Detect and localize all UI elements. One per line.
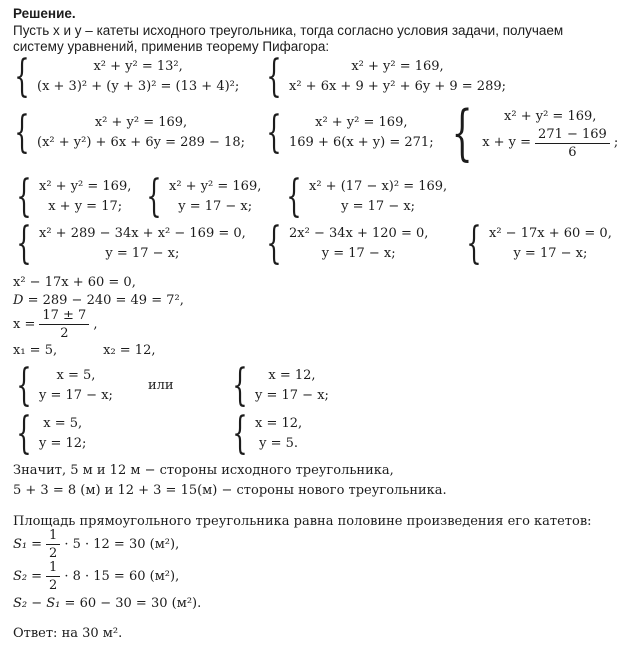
system-brace: { [146, 171, 162, 222]
area-s2-line [13, 560, 179, 593]
quadratic-equation: x² − 17x + 60 = 0, [13, 275, 136, 290]
fraction-suffix: ; [613, 135, 618, 150]
equation-system-r2a [8, 107, 245, 158]
root-1-value: x₁ = 5, [13, 343, 58, 358]
system-brace: { [451, 98, 473, 168]
equation-line: x² + y² = 169, [504, 108, 597, 124]
equation-line: y = 12; [39, 436, 87, 451]
intro-text-line-2: систему уравнений, применив теорему Пифагора: [13, 39, 330, 54]
area-intro-text: Площадь прямоугольного треугольника равна половине произведения его катетов: [13, 514, 592, 529]
fraction-numerator: 271 − 169 [535, 127, 610, 144]
equation-system-r6b [226, 408, 303, 459]
area-s2-result: · 8 · 15 = 60 (м²), [64, 568, 180, 584]
equation-system-r1a [8, 51, 240, 102]
solution-title: Решение. [13, 6, 76, 21]
answer-text: Ответ: на 30 м². [13, 626, 123, 641]
equation-line: x² + y² = 13², [93, 59, 183, 74]
fraction-denominator: 2 [49, 546, 58, 561]
system-brace: { [266, 218, 282, 269]
fraction [46, 528, 60, 561]
system-brace: { [14, 107, 30, 158]
fraction [535, 127, 610, 160]
equation-system-r2b [260, 107, 434, 158]
fraction-prefix: x + y = [482, 135, 532, 150]
area-difference-variables: S₂ − S₁ [13, 596, 61, 611]
equation-line: y = 17 − x; [178, 199, 253, 214]
equation-line: x = 12, [255, 416, 303, 431]
area-s1-line [13, 528, 179, 561]
fraction-denominator: 2 [60, 326, 69, 341]
fraction [39, 308, 89, 341]
equation-line: x² + 6x + 9 + y² + 6y + 9 = 289; [289, 79, 506, 94]
equation-line: x² − 17x + 60 = 0, [489, 226, 612, 241]
equation-line: y = 17 − x; [321, 246, 396, 261]
intro-text-line-1: Пусть x и y – катеты исходного треугольника, тогда согласно условия задачи, получаем [13, 23, 564, 38]
fraction [46, 560, 60, 593]
equation-line: y = 5. [259, 436, 299, 451]
equation-system-r5a [10, 360, 113, 411]
system-brace: { [16, 408, 32, 459]
system-brace: { [266, 51, 282, 102]
system-brace: { [232, 360, 248, 411]
area-difference-line [13, 594, 201, 614]
discriminant-variable: D [13, 293, 24, 308]
equation-line: x² + y² = 169, [169, 179, 262, 194]
conclusion-line-1: Значит, 5 м и 12 м − стороны исходного треугольника, [13, 463, 394, 478]
roots-formula-prefix: x = [13, 316, 36, 332]
equation-system-r4a [10, 218, 246, 269]
equals-sign: = [31, 536, 43, 552]
discriminant-value: = 289 − 240 = 49 = 7², [23, 293, 184, 308]
equation-line: y = 17 − x; [255, 388, 329, 403]
equation-line: (x² + y²) + 6x + 6y = 289 − 18; [37, 135, 245, 150]
equation-system-r5b [226, 360, 329, 411]
equation-line: 169 + 6(x + y) = 271; [289, 135, 434, 150]
equation-line: x = 5, [43, 416, 83, 431]
equation-system-r3b [140, 171, 262, 222]
equation-line: x² + y² = 169, [94, 115, 188, 130]
equation-line-with-fraction [482, 127, 618, 160]
or-label: или [148, 378, 174, 393]
equation-system-r4b [260, 218, 429, 269]
equation-line: y = 17 − x; [105, 246, 180, 261]
equation-line: y = 17 − x; [513, 246, 588, 261]
equation-line: x² + 289 − 34x + x² − 169 = 0, [39, 226, 246, 241]
equation-line: y = 17 − x; [341, 199, 416, 214]
equation-line: x + y = 17; [48, 199, 123, 214]
system-brace: { [266, 107, 282, 158]
roots-formula-suffix: , [93, 316, 98, 332]
equation-line: x² + (17 − x)² = 169, [309, 179, 448, 194]
fraction-denominator: 6 [568, 144, 577, 160]
fraction-numerator: 1 [46, 528, 60, 545]
equation-line: x = 12, [268, 368, 316, 383]
fraction-numerator: 17 ± 7 [39, 308, 89, 325]
system-brace: { [14, 51, 30, 102]
fraction-denominator: 2 [49, 578, 58, 593]
system-brace: { [16, 218, 32, 269]
equation-system-r3a [10, 171, 132, 222]
equation-line: x² + y² = 169, [315, 115, 408, 130]
equation-line: 2x² − 34x + 120 = 0, [289, 226, 429, 241]
equation-line: x² + y² = 169, [351, 59, 444, 74]
area-s1-result: · 5 · 12 = 30 (м²), [64, 536, 180, 552]
system-brace: { [286, 171, 302, 222]
equation-system-r6a [10, 408, 87, 459]
equation-line: y = 17 − x; [39, 388, 113, 403]
equation-system-r4c [460, 218, 612, 269]
conclusion-line-2: 5 + 3 = 8 (м) и 12 + 3 = 15(м) − стороны нового треугольника. [13, 483, 447, 498]
equation-line: (x + 3)² + (y + 3)² = (13 + 4)²; [37, 79, 240, 94]
area-s1-variable: S₁ [13, 536, 28, 552]
root-2-value: x₂ = 12, [103, 343, 156, 358]
system-brace: { [16, 171, 32, 222]
system-brace: { [466, 218, 482, 269]
fraction-numerator: 1 [46, 560, 60, 577]
equals-sign: = [31, 568, 43, 584]
equation-system-r1b [260, 51, 506, 102]
area-difference-result: = 60 − 30 = 30 (м²). [60, 596, 202, 611]
roots-values-line [13, 341, 155, 361]
roots-formula-line [13, 308, 97, 341]
equation-system-r3c [280, 171, 448, 222]
equation-line: x = 5, [56, 368, 96, 383]
equation-system-r2c [443, 98, 618, 168]
system-brace: { [232, 408, 248, 459]
area-s2-variable: S₂ [13, 568, 28, 584]
system-brace: { [16, 360, 32, 411]
equation-line: x² + y² = 169, [39, 179, 132, 194]
